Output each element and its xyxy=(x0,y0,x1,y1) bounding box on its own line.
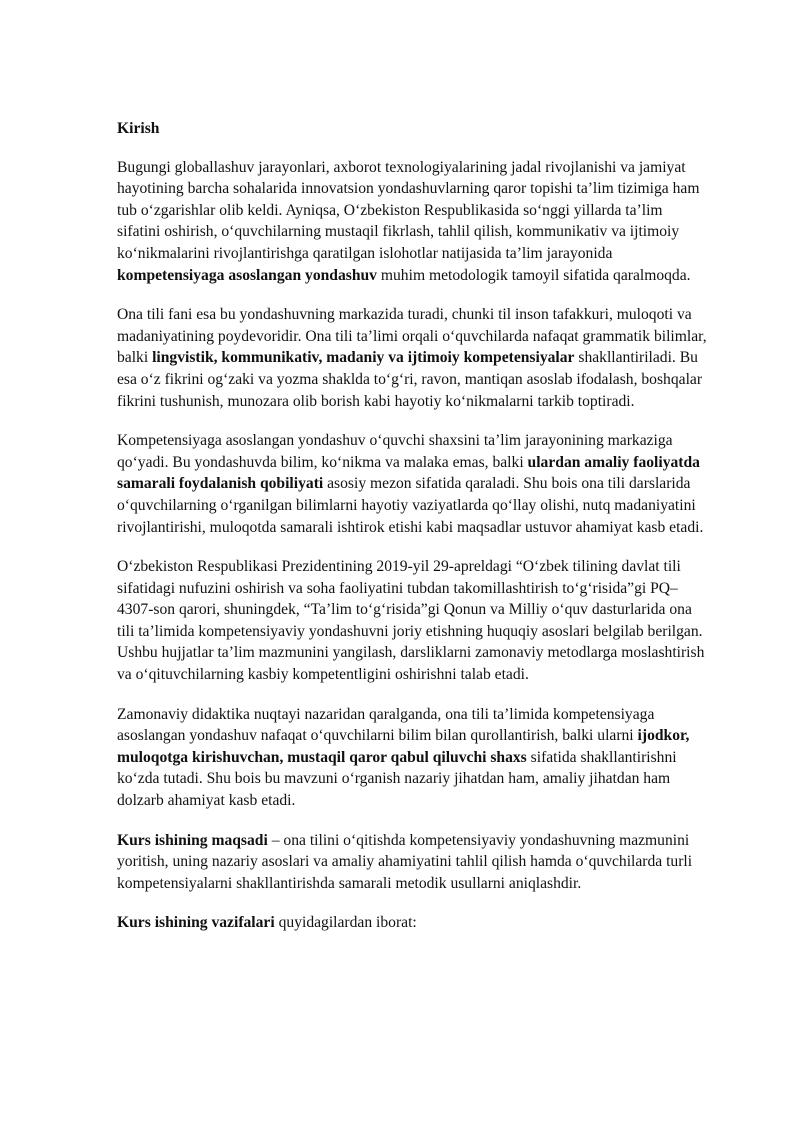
bold-phrase: Kurs ishining maqsadi xyxy=(117,831,268,849)
paragraph-didactics xyxy=(117,704,707,812)
section-heading: Kirish xyxy=(117,120,160,137)
paragraph-mother-tongue xyxy=(117,304,707,412)
bold-phrase: kompetensiyaga asoslangan yondashuv xyxy=(117,266,377,284)
paragraph-text: O‘zbekiston Respublikasi Prezidentining 2019-yil 29-apreldagi “O‘zbek tilining davlat tili sifatidagi nufuzini oshirish va soha faoliyatini tubdan takomillashtirish to‘g‘risida”gi PQ–4307-son qarori, shuningdek, “Ta’lim to‘g‘risida”gi Qonun va Milliy o‘quv dasturlarida ona tili ta’limida kompetensiyaviy yondashuvni joriy etishning huquqiy asoslari belgilab berilgan. Ushbu hujjatlar ta’lim mazmunini yangilash, darsliklarni zamonaviy metodlarga moslashtirish va o‘qituvchilarning kasbiy kompetentligini oshirishni talab etadi. xyxy=(117,558,705,684)
paragraph-course-tasks xyxy=(117,912,707,934)
paragraph-course-goal xyxy=(117,830,707,895)
paragraph-text: Bugungi globallashuv jarayonlari, axborot texnologiyalarining jadal rivojlanishi va jamiyat hayotining barcha sohalarida innovatsion yondashuvlarning qaror topishi ta’lim tizimiga ham tub o‘zgarishlar olib keldi. Ayniqsa, O‘zbekiston Respublikasida so‘nggi yillarda ta’lim sifatini oshirish, o‘quvchilarning mustaqil fikrlash, tahlil qilish, kommunikativ va ijtimoiy ko‘nikmalarini rivojlantirishga qaratilgan islohotlar natijasida ta’lim jarayonida xyxy=(117,158,700,262)
bold-phrase: lingvistik, kommunikativ, madaniy va ijtimoiy kompetensiyalar xyxy=(152,349,575,367)
paragraph-text: Zamonaviy didaktika nuqtayi nazaridan qaralganda, ona tili ta’limida kompetensiyaga asoslangan yondashuv nafaqat o‘quvchilarni bilim bilan qurollantirish, balki ularni xyxy=(117,705,655,745)
paragraph-text: asosiy mezon sifatida qaraladi. Shu bois ona tili darslarida o‘quvchilarning o‘rganilgan bilimlarni hayotiy vaziyatlarda qo‘llay olishi, nutq madaniyatini rivojlantirishi, muloqotda samarali ishtirok etishi kabi maqsadlar ustuvor ahamiyat kasb etadi. xyxy=(117,475,704,536)
document-body xyxy=(117,114,707,952)
paragraph-text: – ona tilini o‘qitishda kompetensiyaviy yondashuvning mazmunini yoritish, uning nazariy asoslari va amaliy ahamiyatini tahlil qilish hamda o‘quvchilarda turli kompetensiyalarni shakllantirishda samarali metodik usullarni aniqlashdir. xyxy=(117,831,693,892)
bold-phrase: ijodkor, muloqotga kirishuvchan, mustaqil qaror qabul qiluvchi shaxs xyxy=(117,727,690,766)
paragraph-text: muhim metodologik tamoyil sifatida qaralmoqda. xyxy=(376,266,691,284)
bold-phrase: Kurs ishining vazifalari xyxy=(117,914,275,932)
paragraph-text: shakllantiriladi. Bu esa o‘z fikrini og‘zaki va yozma shaklda to‘g‘ri, ravon, mantiqan asoslab ifodalash, boshqalar fikrini tushunish, munozara olib borish kabi hayotiy ko‘nikmalarni tarkib toptiradi. xyxy=(117,349,703,410)
paragraph-text: sifatida shakllantirishni ko‘zda tutadi. Shu bois bu mavzuni o‘rganish nazariy jihatdan ham, amaliy jihatdan ham dolzarb ahamiyat kasb etadi. xyxy=(117,748,677,810)
paragraph-text: quyidagilardan iborat: xyxy=(274,914,417,932)
paragraph-text: Ona tili fani esa bu yondashuvning markazida turadi, chunki til inson tafakkuri, muloqoti va madaniyatining poydevoridir. Ona tili ta’limi orqali o‘quvchilarda nafaqat grammatik bilimlar, balki xyxy=(117,306,707,367)
paragraph-competency-approach xyxy=(117,430,707,538)
paragraph-legal-basis xyxy=(117,556,707,686)
paragraph-text: Kompetensiyaga asoslangan yondashuv o‘quvchi shaxsini ta’lim jarayonining markaziga qo‘yadi. Bu yondashuvda bilim, ko‘nikma va malaka emas, balki xyxy=(117,432,673,471)
bold-phrase: ulardan amaliy faoliyatda samarali foydalanish qobiliyati xyxy=(117,453,700,493)
paragraph-introduction xyxy=(117,157,707,287)
